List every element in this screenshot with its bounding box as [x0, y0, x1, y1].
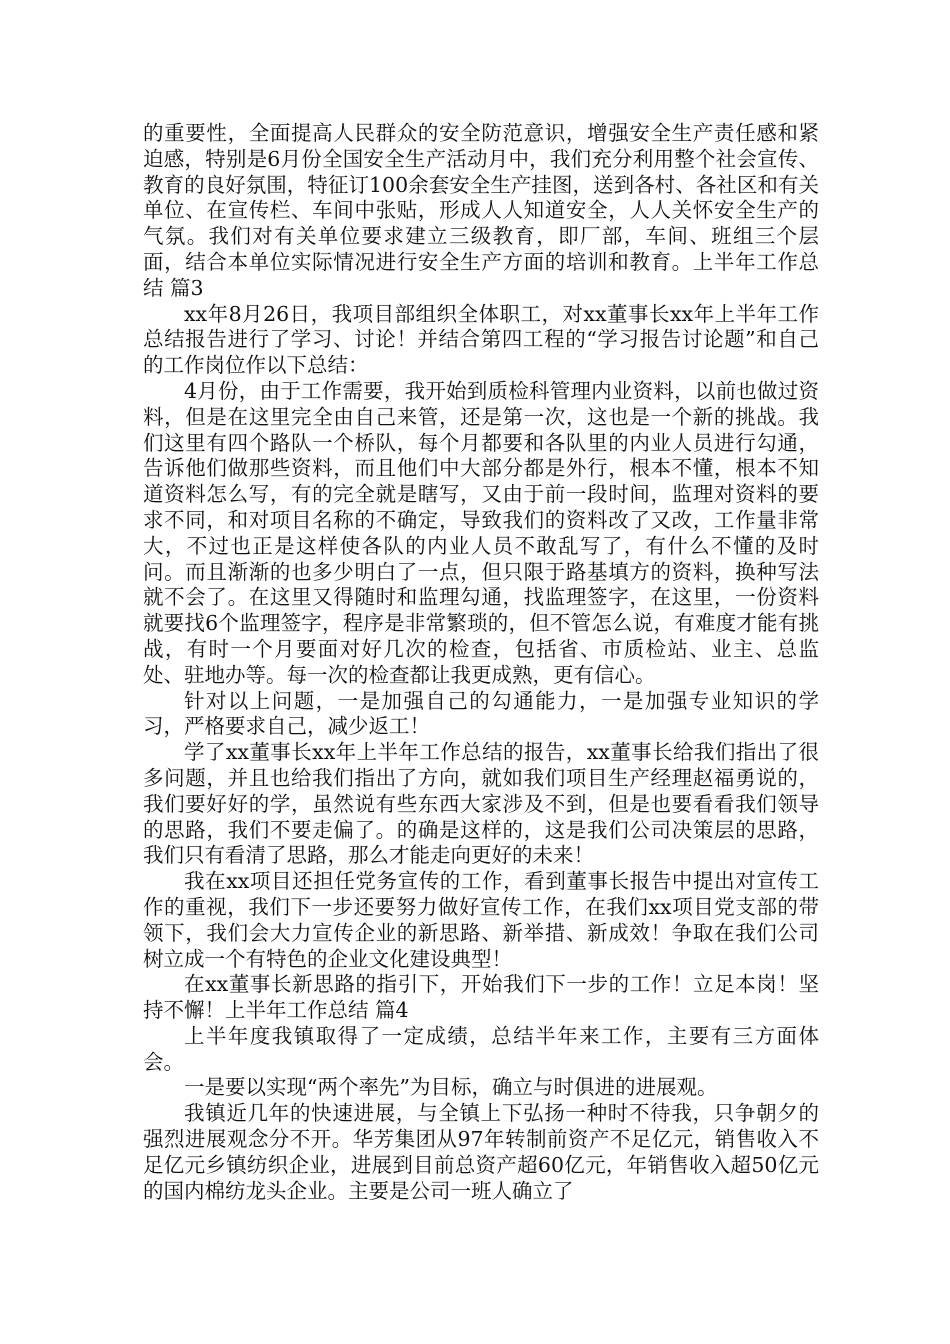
paragraph-half-year-intro: 上半年度我镇取得了一定成绩，总结半年来工作，主要有三方面体会。	[143, 1023, 819, 1074]
paragraph-study-meeting: xx年8月26日，我项目部组织全体职工，对xx董事长xx年上半年工作总结报告进行了学习、讨论！并结合第四工程的“学习报告讨论题”和自己的工作岗位作以下总结：	[143, 301, 819, 378]
paragraph-improvement-plan: 针对以上问题，一是加强自己的勾通能力，一是加强专业知识的学习，严格要求自己，减少返工！	[143, 688, 819, 739]
paragraph-safety-education: 的重要性，全面提高人民群众的安全防范意识，增强安全生产责任感和紧迫感，特别是6月份全国安全生产活动月中，我们充分利用整个社会宣传、教育的良好氛围，特征订100余套安全生产挂图，送到各村、各社区和有关单位、在宣传栏、车间中张贴，形成人人知道安全，人人关怀安全生产的气氛。我们对有关单位要求建立三级教育，即厂部，车间、班组三个层面，结合本单位实际情况进行安全生产方面的培训和教育。上半年工作总结 篇3	[143, 121, 819, 300]
paragraph-next-steps: 在xx董事长新思路的指引下，开始我们下一步的工作！立足本岗！坚持不懈！上半年工作总结 篇4	[143, 972, 819, 1023]
paragraph-party-publicity: 我在xx项目还担任党务宣传的工作，看到董事长报告中提出对宣传工作的重视，我们下一步还要努力做好宣传工作，在我们xx项目党支部的带领下，我们会大力宣传企业的新思路、新举措、新成效！争取在我们公司树立成一个有特色的企业文化建设典型！	[143, 869, 819, 971]
document-page	[143, 121, 819, 1204]
paragraph-town-development: 我镇近几年的快速进展，与全镇上下弘扬一种时不待我，只争朝夕的强烈进展观念分不开。华芳集团从97年转制前资产不足亿元，销售收入不足亿元乡镇纺织企业，进展到目前总资产超60亿元，年销售收入超50亿元的国内棉纺龙头企业。主要是公司一班人确立了	[143, 1101, 819, 1203]
paragraph-first-point: 一是要以实现“两个率先”为目标，确立与时俱进的进展观。	[184, 1075, 718, 1100]
paragraph-report-reflection: 学了xx董事长xx年上半年工作总结的报告，xx董事长给我们指出了很多问题，并且也给我们指出了方向，就如我们项目生产经理赵福勇说的，我们要好好的学，虽然说有些东西大家涉及不到，但是也要看看我们领导的思路，我们不要走偏了。的确是这样的，这是我们公司决策层的思路，我们只有看清了思路，那么才能走向更好的未来！	[143, 740, 819, 868]
paragraph-quality-records: 4月份，由于工作需要，我开始到质检科管理内业资料，以前也做过资料，但是在这里完全由自己来管，还是第一次，这也是一个新的挑战。我们这里有四个路队一个桥队，每个月都要和各队里的内业人员进行勾通，告诉他们做那些资料，而且他们中大部分都是外行，根本不懂，根本不知道资料怎么写，有的完全就是瞎写，又由于前一段时间，监理对资料的要求不同，和对项目名称的不确定，导致我们的资料改了又改，工作量非常大，不过也正是这样使各队的内业人员不敢乱写了，有什么不懂的及时问。而且渐渐的也多少明白了一点，但只限于路基填方的资料，换种写法就不会了。在这里又得随时和监理勾通，找监理签字，在这里，一份资料就要找6个监理签字，程序是非常繁琐的，但不管怎么说，有难度才能有挑战，有时一个月要面对好几次的检查，包括省、市质检站、业主、总监处、驻地办等。每一次的检查都让我更成熟，更有信心。	[143, 378, 819, 687]
